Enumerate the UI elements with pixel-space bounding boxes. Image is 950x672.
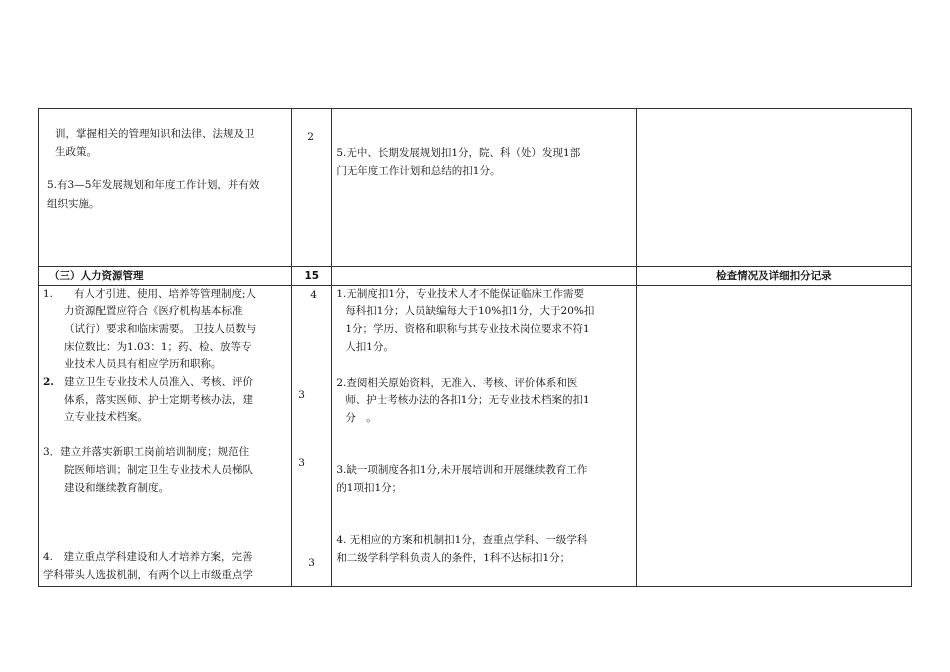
deduction-line: 师、护士考核办法的各扣1分；无专业技术档案的扣1 — [345, 394, 590, 406]
section-header-row — [39, 267, 912, 286]
deduction-line: 2.查阅相关原始资料，无准入、考核、评价体系和医 — [336, 377, 578, 389]
deduction-line: 1.无制度扣1分，专业技术人才不能保证临床工作需要 — [336, 288, 585, 300]
deduction-line: 人扣1分。 — [345, 341, 394, 353]
deduction-line: 门无年度工作计划和总结的扣1分。 — [336, 165, 501, 177]
criteria-cell — [39, 286, 292, 587]
criteria-line: 4. 建立重点学科建设和人才培养方案，完善 — [43, 551, 253, 563]
criteria-line: 力资源配置应符合《医疗机构基本标准 — [64, 305, 243, 317]
deduction-line: 3.缺一项制度各扣1分,未开展培训和开展继续教育工作 — [336, 464, 588, 476]
deduction-line: 每科扣1分；人员缺编每大于10%扣1分，大于20%扣 — [345, 305, 595, 317]
table-row — [39, 109, 912, 267]
record-header: 检查情况及详细扣分记录 — [636, 267, 911, 286]
criteria-line: 建设和继续教育制度。 — [64, 482, 169, 494]
criteria-line: 组织实施。 — [47, 198, 100, 210]
deduction-line: 分 。 — [345, 412, 377, 424]
section-score: 15 — [292, 267, 332, 286]
score-value: 2 — [307, 131, 314, 143]
section-title: （三）人力资源管理 — [39, 267, 292, 286]
criteria-line: （试行）要求和临床需要。 卫技人员数与 — [64, 323, 257, 335]
deduction-line: 4. 无相应的方案和机制扣1分，查重点学科、一级学科 — [336, 534, 588, 546]
criteria-line: 床位数比：为1.03：1；药、检、放等专 — [64, 341, 252, 353]
header-blank — [332, 267, 636, 286]
score-cell — [292, 286, 332, 587]
criteria-line: 1. 有人才引进、使用、培养等管理制度;人 — [43, 288, 257, 300]
score-value: 3 — [308, 557, 315, 569]
criteria-line: 3．建立并落实新职工岗前培训制度；规范住 — [43, 446, 250, 458]
deduction-line: 和二级学科学科负责人的条件，1科不达标扣1分； — [336, 552, 571, 564]
deduction-line: 1分；学历、资格和职称与其专业技术岗位要求不符1 — [345, 323, 590, 335]
score-value: 4 — [310, 289, 317, 301]
criteria-line: 学科带头人选拔机制，有两个以上市级重点学 — [43, 569, 253, 581]
criteria-line: 院医师培训；制定卫生专业技术人员梯队 — [64, 464, 253, 476]
criteria-line: 生政策。 — [55, 146, 97, 158]
deduction-cell — [332, 109, 636, 267]
criteria-line: 体系，落实医师、护士定期考核办法，建 — [64, 394, 253, 406]
criteria-line: 立专业技术档案。 — [64, 411, 148, 423]
deduction-line: 的1项扣1分； — [336, 482, 403, 494]
inspection-table — [38, 108, 912, 587]
score-value: 3 — [298, 389, 305, 401]
score-cell — [292, 109, 332, 267]
record-cell — [636, 109, 911, 267]
criteria-cell — [39, 109, 292, 267]
record-cell — [636, 286, 911, 587]
criteria-line: 训，掌握相关的管理知识和法律、法规及卫 — [55, 128, 255, 140]
deduction-line: 5.无中、长期发展规划扣1分，院、科（处）发现1部 — [336, 147, 581, 159]
table-row — [39, 286, 912, 587]
deduction-cell — [332, 286, 636, 587]
item-number: 2. — [43, 376, 54, 388]
criteria-line: 业技术人员具有相应学历和职称。 — [64, 358, 222, 370]
score-value: 3 — [298, 457, 305, 469]
criteria-line: 建立卫生专业技术人员准入、考核、评价 — [64, 376, 253, 388]
criteria-line: 5.有3—5年发展规划和年度工作计划，并有效 — [47, 179, 260, 191]
